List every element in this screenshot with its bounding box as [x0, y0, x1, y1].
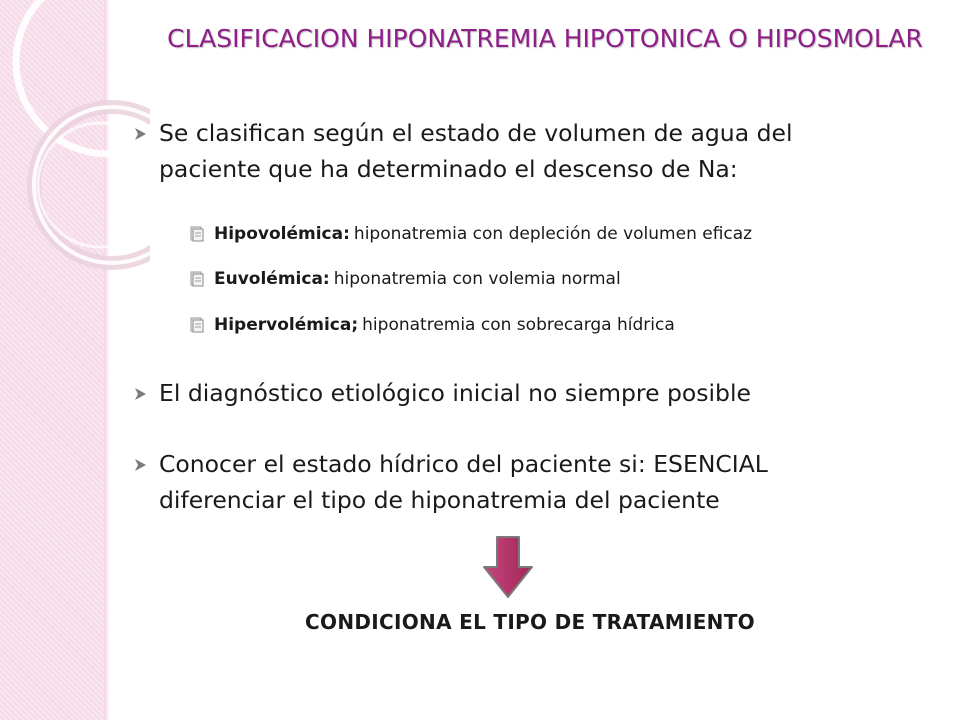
subitem-hipervolemica: [190, 314, 675, 336]
conclusion-text: CONDICIONA EL TIPO DE TRATAMIENTO: [305, 610, 755, 634]
document-bullet-icon: [190, 317, 204, 333]
bullet-diagnosis: [133, 375, 893, 411]
arrowhead-bullet-icon: [133, 127, 147, 141]
document-bullet-icon: [190, 226, 204, 242]
subitem-hipovolemica: [190, 223, 752, 245]
arrowhead-bullet-icon: [133, 387, 147, 401]
subitem-term: Hipervolémica;: [214, 315, 359, 335]
down-arrow-icon: [482, 535, 534, 599]
subitem-euvolemica: [190, 268, 621, 290]
bullet-hydric-state: [133, 446, 893, 518]
subitem-description: hiponatremia con depleción de volumen eficaz: [353, 224, 753, 244]
bullet-text: Conocer el estado hídrico del paciente si: ESENCIAL diferenciar el tipo de hiponatremia del paciente: [159, 450, 768, 514]
subitem-description: hiponatremia con volemia normal: [333, 269, 621, 289]
decorative-rings-icon: [0, 0, 150, 300]
subitem-description: hiponatremia con sobrecarga hídrica: [362, 315, 675, 335]
arrowhead-bullet-icon: [133, 458, 147, 472]
bullet-text: Se clasifican según el estado de volumen de agua del paciente que ha determinado el descenso de Na:: [159, 119, 793, 183]
slide-title: CLASIFICACION HIPONATREMIA HIPOTONICA O HIPOSMOLAR: [167, 24, 923, 53]
bullet-classification: [133, 115, 893, 187]
document-bullet-icon: [190, 271, 204, 287]
bullet-text: El diagnóstico etiológico inicial no siempre posible: [159, 379, 751, 407]
subitem-term: Hipovolémica:: [214, 224, 350, 244]
subitem-term: Euvolémica:: [214, 269, 330, 289]
